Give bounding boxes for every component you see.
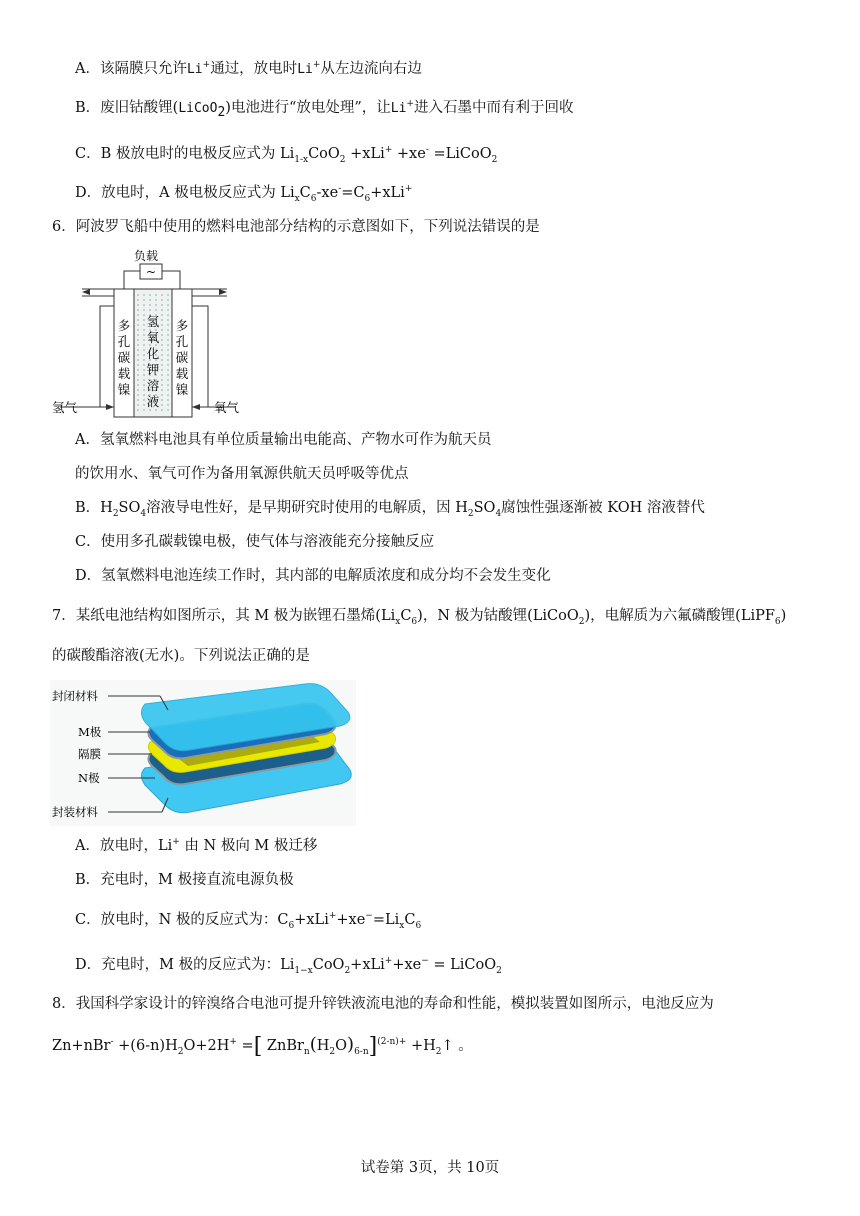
- q5-option-b: B．废旧钴酸锂(LiCoO$_2$)电池进行“放电处理”，让Li+进入石墨中而有利于回收: [75, 99, 574, 120]
- left-electrode-char-1: 多: [117, 318, 131, 333]
- q7-option-a: A．放电时，Li+ 由 N 极向 M 极迁移: [75, 837, 318, 854]
- n-electrode-label: N极: [78, 771, 100, 785]
- separator-label: 隔膜: [78, 747, 101, 761]
- right-electrode-char-4: 载: [175, 366, 189, 381]
- q5-option-a: A．该隔膜只允许Li+通过，放电时Li+从左边流向右边: [75, 60, 422, 77]
- q8-equation: $Zn+nBr^- +(6-n)H_2O+2H^+$ =[ $ZnBr_n(H_2O)_{6-n}]^{(2-n)+}$ $+H_2↑$ 。: [52, 1034, 473, 1059]
- solution-char-2: 氧: [146, 330, 160, 345]
- q6-option-a-line1: A．氢氧燃料电池具有单位质量输出电能高、产物水可作为航天员: [75, 432, 492, 448]
- solution-char-4: 钾: [146, 362, 160, 377]
- m-electrode-label: M极: [78, 725, 102, 739]
- sealing-material-top-label: 封闭材料: [52, 689, 98, 703]
- page-footer: 试卷第 3页，共 10页: [360, 1160, 500, 1176]
- solution-char-1: 氢: [146, 314, 160, 329]
- left-electrode-char-5: 镍: [117, 382, 131, 397]
- load-label: 负载: [134, 249, 159, 263]
- q7-stem-line1: 7．某纸电池结构如图所示，其 M 极为嵌锂石墨烯$(Li_xC_6)$，N 极为钴酸锂(LiCoO$_2$)，电解质为六氟磷酸锂(LiPF$_6$): [52, 608, 787, 627]
- q8-stem: 8．我国科学家设计的锌溴络合电池可提升锌铁液流电池的寿命和性能，模拟装置如图所示，电池反应为: [52, 996, 714, 1012]
- q6-stem: 6．阿波罗飞船中使用的燃料电池部分结构的示意图如下，下列说法错误的是: [52, 219, 540, 235]
- q6-option-d: D．氢氧燃料电池连续工作时，其内部的电解质浓度和成分均不会发生变化: [75, 568, 551, 584]
- q5-option-d: D．放电时，A 极电极反应式为 $Li_xC_6-xe^-=C_6+xLi^+$: [75, 184, 413, 204]
- q5-option-c: C．B 极放电时的电极反应式为 $Li_{1-x}CoO_2 +xLi^+ +xe^-$ =LiCoO$_2$: [75, 145, 498, 165]
- fuel-cell-diagram: [52, 244, 242, 420]
- hydrogen-label: 氢气: [52, 400, 78, 415]
- right-electrode-char-3: 碳: [175, 350, 189, 365]
- left-electrode-char-3: 碳: [117, 350, 131, 365]
- oxygen-label: 氧气: [214, 400, 240, 415]
- q7-option-c: C．放电时，N 极的反应式为：$C_6+xLi^++xe^-=Li_xC_6$: [75, 911, 422, 931]
- q7-option-d: D．充电时，M 极的反应式为：$Li_{1-x}CoO_2+xLi^++xe^-$ = LiCoO$_2$: [75, 956, 502, 976]
- solution-char-5: 溶: [146, 378, 160, 393]
- q7-stem-line2: 的碳酸酯溶液(无水)。下列说法正确的是: [52, 648, 310, 664]
- left-electrode-char-4: 载: [117, 366, 131, 381]
- q6-option-c: C．使用多孔碳载镍电极，使气体与溶液能充分接触反应: [75, 534, 435, 550]
- paper-battery-diagram: [50, 680, 356, 826]
- right-electrode-char-5: 镍: [175, 382, 189, 397]
- load-symbol: ~: [146, 265, 157, 279]
- q7-option-b: B．充电时，M 极接直流电源负极: [75, 872, 294, 888]
- solution-char-6: 液: [146, 394, 160, 409]
- q6-option-b: B．$H_2SO_4$溶液导电性好，是早期研究时使用的电解质，因 $H_2SO_4$腐蚀性强逐渐被 KOH 溶液替代: [75, 500, 705, 519]
- sealing-material-bottom-label: 封装材料: [52, 805, 98, 819]
- solution-char-3: 化: [146, 346, 160, 361]
- right-electrode-char-2: 孔: [175, 334, 189, 349]
- q6-option-a-line2: 的饮用水、氧气可作为备用氧源供航天员呼吸等优点: [75, 466, 409, 482]
- left-electrode-char-2: 孔: [117, 334, 131, 349]
- right-electrode-char-1: 多: [175, 318, 189, 333]
